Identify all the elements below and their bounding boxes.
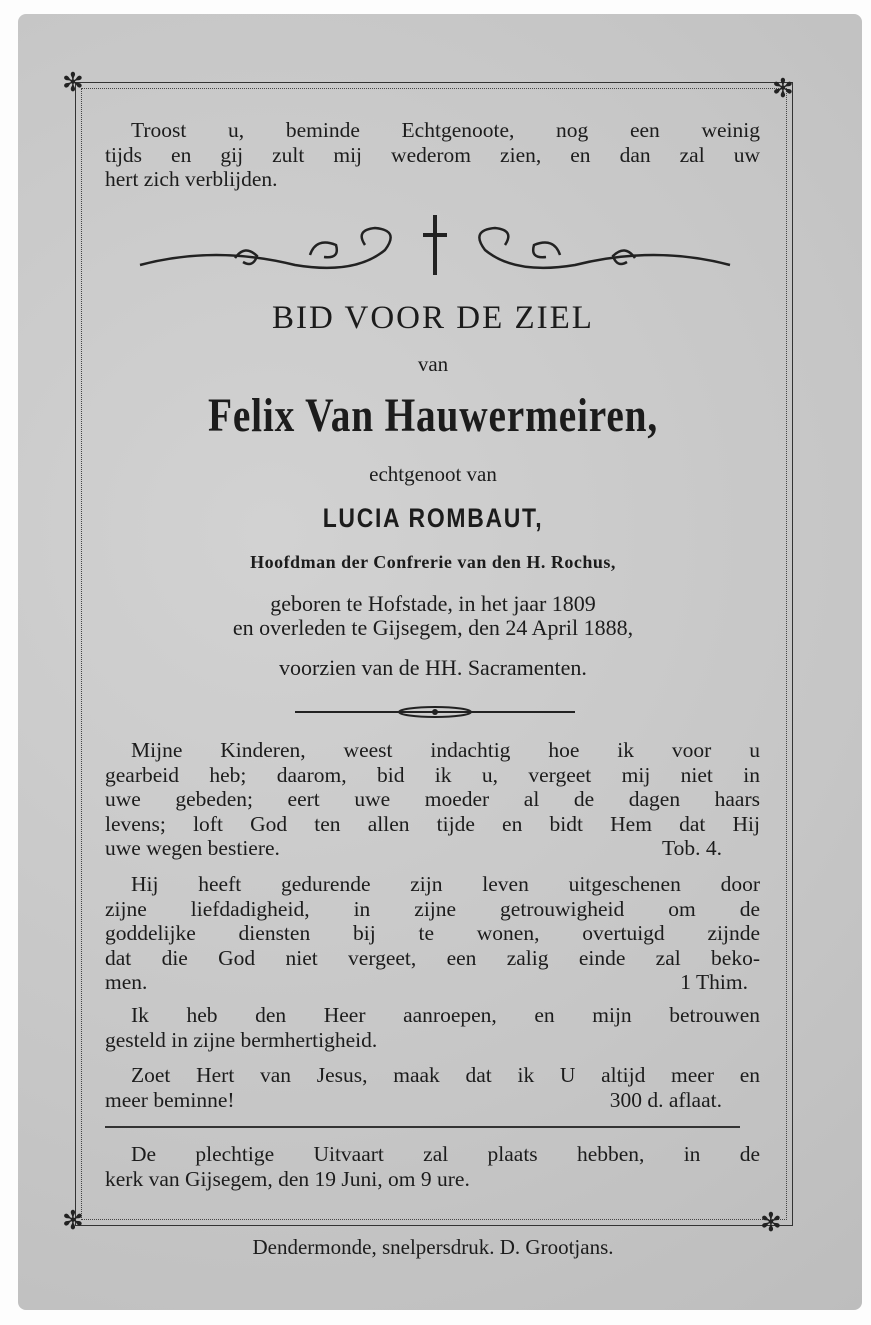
sacraments-line: voorzien van de HH. Sacramenten. <box>279 655 587 680</box>
verse-top: Troost u, beminde Echtgenoote, nog een weinig tijds en gij zult mij wederom zien, en dan zal uw hert zich verblijden. <box>105 118 760 191</box>
divider <box>105 1126 740 1128</box>
paragraph-prayer: Ik heb den Heer aanroepen, en mijn betrouwen gesteld in zijne bermhertigheid. <box>105 1003 760 1052</box>
paragraph-virtues: Hij heeft gedurende zijn leven uitgeschenen door zijne liefdadigheid, in zijne getrouwigheid om de goddelijke diensten bij te wonen, overtuigd zijnde dat die God niet vergeet, een zalig einde zal beko- men. 1 Thim. <box>105 872 760 994</box>
paragraph-sacred-heart: Zoet Hert van Jesus, maak dat ik U altijd meer en meer beminne! 300 d. aflaat. <box>105 1063 760 1112</box>
corner-ornament-icon: ✻ <box>62 68 84 98</box>
van-label: van <box>417 352 449 376</box>
spouse-name: LUCIA ROMBAUT, <box>322 503 544 533</box>
flourish-ornament-icon <box>135 210 735 280</box>
birth-line: geboren te Hofstade, in het jaar 1809 <box>270 591 596 616</box>
corner-ornament-icon: ✻ <box>62 1206 84 1236</box>
title-line: Hoofdman der Confrerie van den H. Rochus, <box>250 552 616 572</box>
paragraph-children: Mijne Kinderen, weest indachtig hoe ik voor u gearbeid heb; daarom, bid ik u, vergeet mij niet in uwe gebeden; eert uwe moeder al de dagen haars levens; loft God ten allen tijde en bidt Hem dat Hij uwe wegen bestiere. Tob. 4. <box>105 738 760 860</box>
corner-ornament-icon: ✻ <box>760 1208 782 1238</box>
funeral-notice: De plechtige Uitvaart zal plaats hebben, in de kerk van Gijsegem, den 19 Juni, om 9 ure. <box>105 1142 760 1191</box>
heading: BID VOOR DE ZIEL <box>272 300 594 336</box>
divider-ornament-icon <box>295 704 575 720</box>
death-line: en overleden te Gijsegem, den 24 April 1888, <box>232 615 634 640</box>
deceased-name: Felix Van Hauwermeiren, <box>208 389 658 442</box>
spouse-label: echtgenoot van <box>369 462 497 486</box>
corner-ornament-icon: ✻ <box>772 74 794 104</box>
printer-line: Dendermonde, snelpersdruk. D. Grootjans. <box>252 1235 614 1259</box>
